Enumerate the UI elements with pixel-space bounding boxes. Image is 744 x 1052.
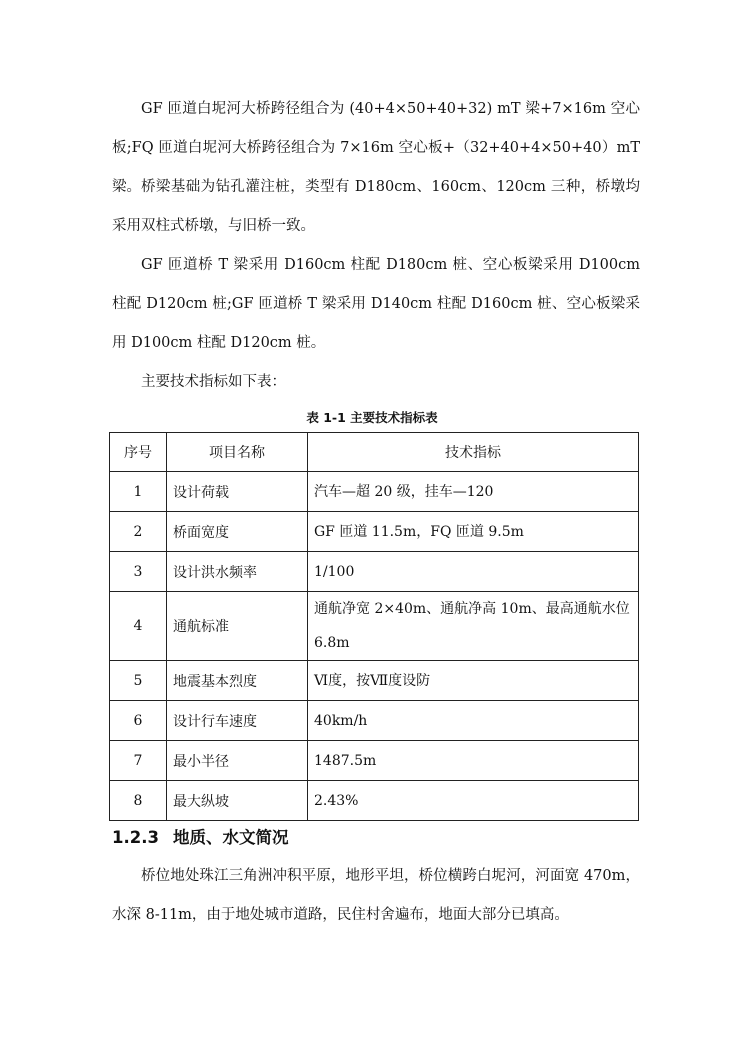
paragraph-geology: 桥位地处珠江三角洲冲积平原，地形平坦，桥位横跨白坭河，河面宽 470m，水深 8-11m，由于地处城市道路，民住村舍遍布，地面大部分已填高。 [112, 868, 640, 923]
section-number: 1.2.3 [112, 828, 159, 847]
table-row [110, 592, 639, 661]
paragraph-pier-config: GF 匝道桥 T 梁采用 D160cm 柱配 D180cm 桩、空心板梁采用 D100cm 柱配 D120cm 桩;GF 匝道桥 T 梁采用 D140cm 柱配 D160cm 桩、空心板梁采用 D100cm 柱配 D120cm 桩。 [112, 257, 640, 351]
row-item-name: 最大纵坡 [167, 781, 308, 821]
table-row [110, 701, 639, 741]
header-indicator: 技术指标 [308, 433, 639, 472]
section-title: 地质、水文简况 [172, 828, 289, 847]
row-item-name: 地震基本烈度 [167, 661, 308, 701]
section-heading [112, 821, 288, 855]
row-item-name: 桥面宽度 [167, 512, 308, 552]
row-index: 4 [110, 592, 167, 661]
row-index: 5 [110, 661, 167, 701]
row-indicator: 汽车—超 20 级，挂车—120 [308, 472, 639, 512]
table-row [110, 741, 639, 781]
row-index: 8 [110, 781, 167, 821]
row-indicator: 1487.5m [308, 741, 639, 781]
paragraph-span-layout: GF 匝道白坭河大桥跨径组合为 (40+4×50+40+32) mT 梁+7×16m 空心板;FQ 匝道白坭河大桥跨径组合为 7×16m 空心板+（32+40+4×50+40）mT 梁。 [112, 101, 640, 195]
row-item-name: 设计行车速度 [167, 701, 308, 741]
technical-indicators-table [109, 432, 639, 821]
table-row [110, 552, 639, 592]
row-indicator: 2.43% [308, 781, 639, 821]
row-indicator: 通航净宽 2×40m、通航净高 10m、最高通航水位 6.8m [308, 592, 639, 661]
paragraph-table-intro: 主要技术指标如下表： [141, 374, 286, 390]
row-indicator: GF 匝道 11.5m，FQ 匝道 9.5m [308, 512, 639, 552]
row-item-name: 设计洪水频率 [167, 552, 308, 592]
header-item-name: 项目名称 [167, 433, 308, 472]
row-index: 7 [110, 741, 167, 781]
table-caption: 表 1-1 主要技术指标表 [306, 410, 438, 425]
row-index: 3 [110, 552, 167, 592]
table-row [110, 512, 639, 552]
table-header-row [110, 433, 639, 472]
row-indicator: 40km/h [308, 701, 639, 741]
row-index: 2 [110, 512, 167, 552]
table-row [110, 661, 639, 701]
paragraph-foundation: 桥梁基础为钻孔灌注桩，类型有 D180cm、160cm、120cm 三种，桥墩均采用双柱式桥墩，与旧桥一致。 [112, 179, 640, 234]
row-item-name: 设计荷载 [167, 472, 308, 512]
row-index: 6 [110, 701, 167, 741]
table-row [110, 781, 639, 821]
row-indicator: 1/100 [308, 552, 639, 592]
row-index: 1 [110, 472, 167, 512]
header-index: 序号 [110, 433, 167, 472]
row-item-name: 最小半径 [167, 741, 308, 781]
row-indicator: Ⅵ度，按Ⅶ度设防 [308, 661, 639, 701]
row-item-name: 通航标准 [167, 592, 308, 661]
table-row [110, 472, 639, 512]
